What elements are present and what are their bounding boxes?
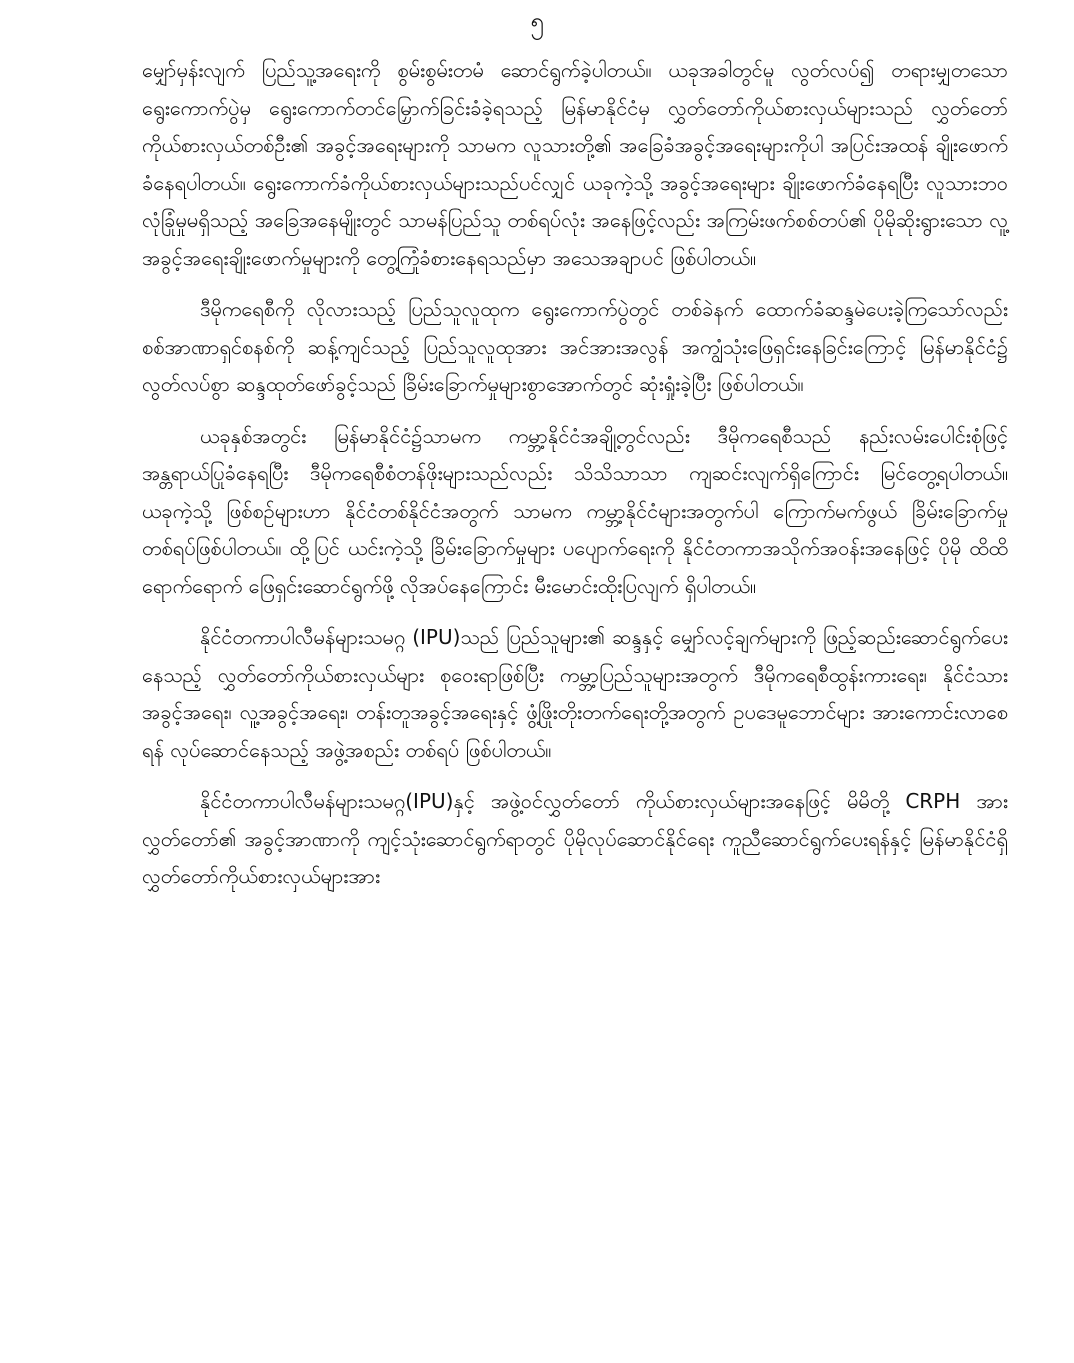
page-content [142, 52, 1008, 910]
paragraph-5: နိုင်ငံတကာပါလီမန်များသမဂ္ဂ(IPU)နှင့် အဖွဲ့ဝင်လွှတ်တော် ကိုယ်စားလှယ်များအနေဖြင့် မိမိတို့ CRPH အား လွှတ်တော်၏ အခွင့်အာဏာကို ကျင့်သုံးဆောင်ရွက်ရာတွင် ပိုမိုလုပ်ဆောင်နိုင်ရေး ကူညီဆောင်ရွက်ပေးရန်နှင့် မြန်မာနိုင်ငံရှိ လွှတ်တော်ကိုယ်စားလှယ်များအား [142, 789, 1008, 888]
paragraph-2: ဒီမိုကရေစီကို လိုလားသည့် ပြည်သူလူထုက ရွေးကောက်ပွဲတွင် တစ်ခဲနက် ထောက်ခံဆန္ဒမဲပေးခဲ့ကြသော်လည်း စစ်အာဏာရှင်စနစ်ကို ဆန့်ကျင်သည့် ပြည်သူလူထုအား အင်အားအလွန် အကျွံသုံးဖြေရှင်းနေခြင်းကြောင့် မြန်မာနိုင်ငံ၌ လွတ်လပ်စွာ ဆန္ဒထုတ်ဖော်ခွင့်သည် ခြိမ်းခြောက်မှုများစွာအောက်တွင် ဆုံးရှုံးခဲ့ပြီး ဖြစ်ပါတယ်။ [142, 297, 1008, 396]
paragraph-3: ယခုနှစ်အတွင်း မြန်မာနိုင်ငံ၌သာမက ကမ္ဘာ့နိုင်ငံအချို့တွင်လည်း ဒီမိုကရေစီသည် နည်းလမ်းပေါင်းစုံဖြင့် အန္တရာယ်ပြုခံနေရပြီး ဒီမိုကရေစီစံတန်ဖိုးများသည်လည်း သိသိသာသာ ကျဆင်းလျက်ရှိကြောင်း မြင်တွေ့ရပါတယ်။ ယခုကဲ့သို့ ဖြစ်စဉ်များဟာ နိုင်ငံတစ်နိုင်ငံအတွက် သာမက ကမ္ဘာ့နိုင်ငံများအတွက်ပါ ကြောက်မက်ဖွယ် ခြိမ်းခြောက်မှု တစ်ရပ်ဖြစ်ပါတယ်။ ထို့ပြင် ယင်းကဲ့သို့ ခြိမ်းခြောက်မှုများ ပပျောက်ရေးကို နိုင်ငံတကာအသိုက်အဝန်းအနေဖြင့် ပိုမို ထိထိရောက်ရောက် ဖြေရှင်းဆောင်ရွက်ဖို့ လိုအပ်နေကြောင်း မီးမောင်းထိုးပြလျက် ရှိပါတယ်။ [142, 423, 1008, 598]
paragraph-4: နိုင်ငံတကာပါလီမန်များသမဂ္ဂ (IPU)သည် ပြည်သူများ၏ ဆန္ဒနှင့် မျှော်လင့်ချက်များကို ဖြည့်ဆည်းဆောင်ရွက်ပေးနေသည့် လွှတ်တော်ကိုယ်စားလှယ်များ စုဝေးရာဖြစ်ပြီး ကမ္ဘာ့ပြည်သူများအတွက် ဒီမိုကရေစီထွန်းကားရေး၊ နိုင်ငံသားအခွင့်အရေး၊ လူ့အခွင့်အရေး၊ တန်းတူအခွင့်အရေးနှင့် ဖွံ့ဖြိုးတိုးတက်ရေးတို့အတွက် ဥပဒေမူဘောင်များ အားကောင်းလာစေရန် လုပ်ဆောင်နေသည့် အဖွဲ့အစည်း တစ်ရပ် ဖြစ်ပါတယ်။ [142, 625, 1008, 762]
paragraph-1: မျှော်မှန်းလျက် ပြည်သူ့အရေးကို စွမ်းစွမ်းတမံ ဆောင်ရွက်ခဲ့ပါတယ်။ ယခုအခါတွင်မူ လွတ်လပ်၍ တရားမျှတသော ရွေးကောက်ပွဲမှ ရွေးကောက်တင်မြှောက်ခြင်းခံခဲ့ရသည့် မြန်မာနိုင်ငံမှ လွှတ်တော်ကိုယ်စားလှယ်များသည် လွှတ်တော်ကိုယ်စားလှယ်တစ်ဦး၏ အခွင့်အရေးများကို သာမက လူသားတို့၏ အခြေခံအခွင့်အရေးများကိုပါ အပြင်းအထန် ချိုးဖောက်ခံနေရပါတယ်။ ရွေးကောက်ခံကိုယ်စားလှယ်များသည်ပင်လျှင် ယခုကဲ့သို့ အခွင့်အရေးများ ချိုးဖောက်ခံနေရပြီး လူသားဘဝလုံခြုံမှုမရှိသည့် အခြေအနေမျိုးတွင် သာမန်ပြည်သူ တစ်ရပ်လုံး အနေဖြင့်လည်း အကြမ်းဖက်စစ်တပ်၏ ပိုမိုဆိုးရွားသော လူ့အခွင့်အရေးချိုးဖောက်မှုများကို တွေ့ကြုံခံစားနေရသည်မှာ အသေအချာပင် ဖြစ်ပါတယ်။ [142, 58, 1008, 270]
page-number: ၅ [530, 7, 544, 35]
